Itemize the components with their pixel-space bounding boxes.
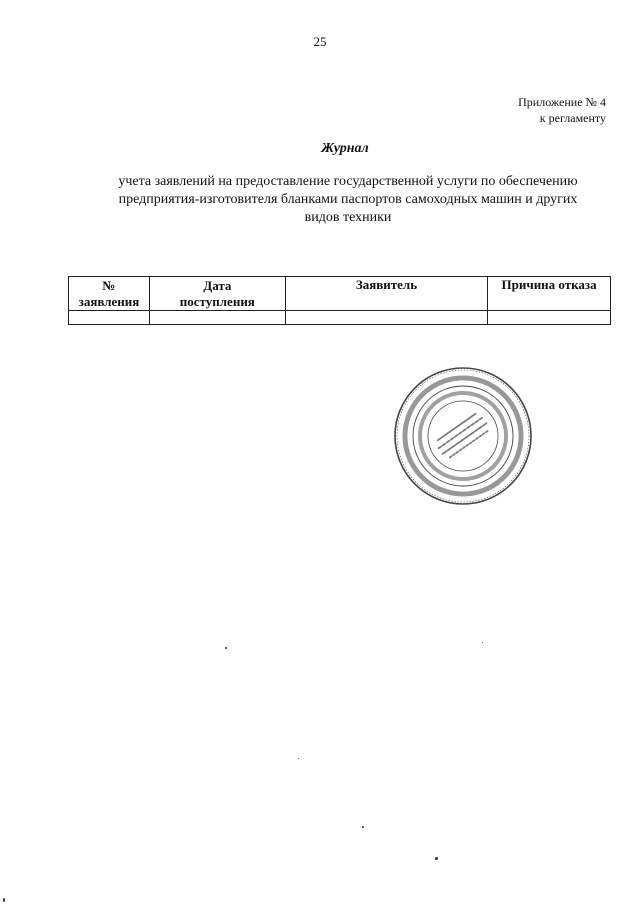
scan-speck [3, 898, 5, 902]
header-line: № [102, 278, 116, 293]
appendix-reference [518, 94, 606, 126]
document-subtitle [84, 173, 612, 227]
column-header-refusal-reason [488, 277, 611, 311]
table-cell [69, 311, 150, 325]
table-cell [149, 311, 285, 325]
header-line: Заявитель [355, 277, 418, 292]
table-cell [488, 311, 611, 325]
header-line: Причина отказа [501, 277, 597, 292]
scan-speck [435, 857, 438, 860]
column-header-application-number [69, 277, 150, 311]
scan-speck [362, 826, 364, 828]
subtitle-line-1: учета заявлений на предоставление государственной услуги по обеспечению [118, 174, 578, 189]
scan-speck [482, 642, 483, 643]
scan-speck [225, 647, 227, 649]
header-line: поступления [179, 294, 255, 309]
header-line: Дата [203, 278, 232, 293]
journal-table [68, 276, 611, 325]
subtitle-line-3: видов техники [304, 210, 392, 225]
appendix-line-2: к регламенту [539, 111, 606, 125]
subtitle-line-2: предприятия-изготовителя бланками паспортов самоходных машин и других [118, 192, 578, 207]
table-cell [285, 311, 487, 325]
round-official-seal-icon [392, 365, 534, 507]
scan-speck [298, 758, 299, 759]
appendix-line-1: Приложение № 4 [518, 95, 606, 109]
document-title: Журнал [321, 141, 369, 156]
column-header-receipt-date [149, 277, 285, 311]
table-header-row [69, 277, 611, 311]
header-line: заявления [78, 294, 140, 309]
table-row [69, 311, 611, 325]
page-number: 25 [313, 34, 327, 49]
column-header-applicant [285, 277, 487, 311]
